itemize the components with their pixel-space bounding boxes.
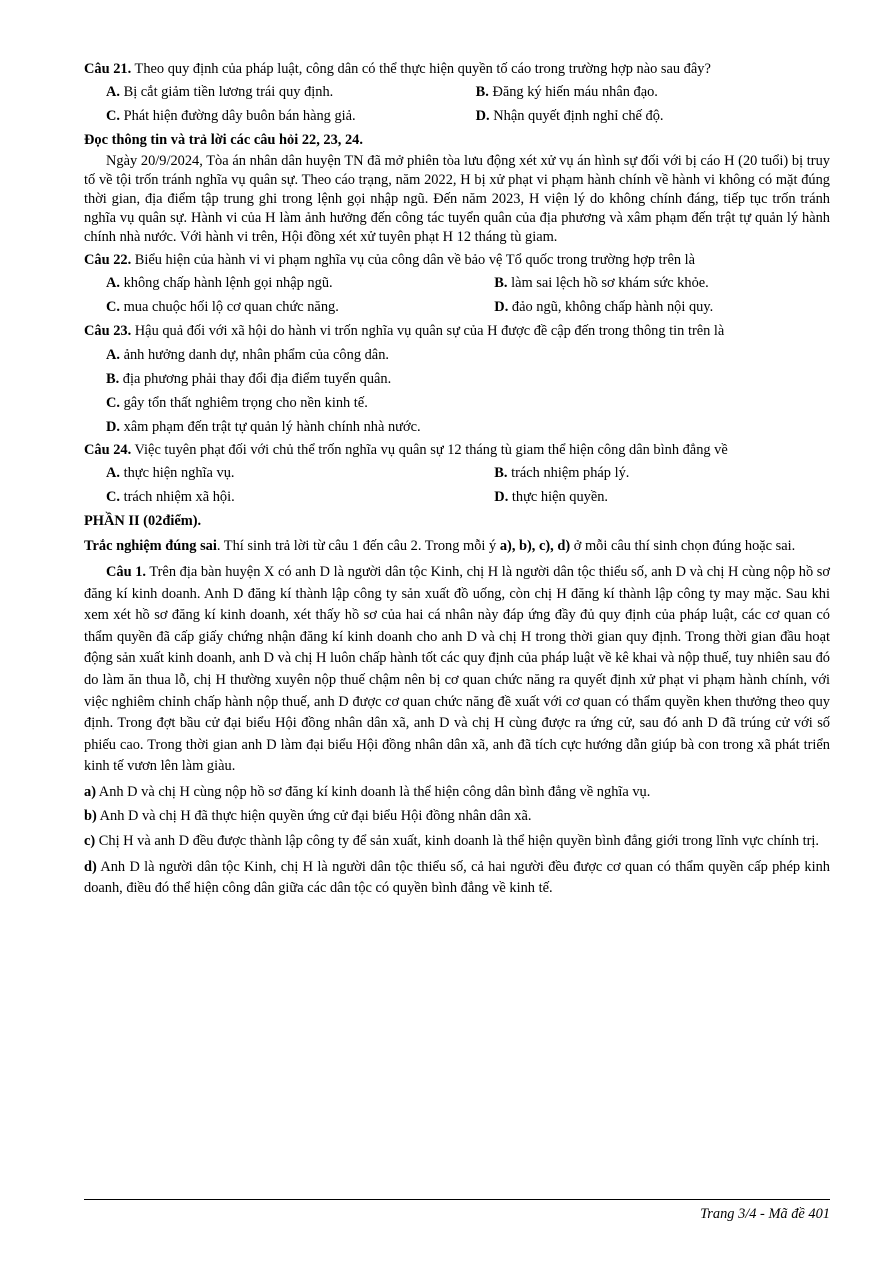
page-footer: Trang 3/4 - Mã đề 401 [700,1206,830,1222]
part-2-instructions: Trắc nghiệm đúng sai. Thí sinh trả lời từ câu 1 đến câu 2. Trong mỗi ý a), b), c), d) ở mỗi câu thí sinh chọn đúng hoặc sai. [84,538,796,554]
q21-option-b[interactable]: B. Đăng ký hiến máu nhân đạo. [475,84,658,100]
question-23: Câu 23. Hậu quả đối với xã hội do hành vi trốn nghĩa vụ quân sự của H được đề cập đến trong thông tin trên là [84,323,725,339]
question-22-options [84,274,830,322]
q24-option-a[interactable]: A. thực hiện nghĩa vụ. [106,465,235,481]
tf-statement-c[interactable]: c) Chị H và anh D đều được thành lập công ty để sản xuất, kinh doanh là thể hiện quyền bình đẳng giới trong lĩnh vực chính trị. [84,832,820,849]
footer-divider [84,1199,830,1200]
question-24: Câu 24. Việc tuyên phạt đối với chủ thể trốn nghĩa vụ quân sự 12 tháng tù giam thể hiện công dân bình đẳng về [84,442,728,458]
q23-option-a[interactable]: A. ảnh hưởng danh dự, nhân phẩm của công dân. [106,347,389,363]
question-21 [84,60,830,79]
question-21-label: Câu 21. [84,61,132,77]
q22-option-c[interactable]: C. mua chuộc hối lộ cơ quan chức năng. [106,299,339,315]
q22-option-d[interactable]: D. đảo ngũ, không chấp hành nội quy. [494,299,714,315]
q24-option-c[interactable]: C. trách nhiệm xã hội. [106,489,235,505]
q22-option-b[interactable]: B. làm sai lệch hồ sơ khám sức khỏe. [494,275,709,291]
passage-heading: Đọc thông tin và trả lời các câu hỏi 22, 23, 24. [84,132,363,148]
q21-option-d[interactable]: D. Nhận quyết định nghỉ chế độ. [475,108,664,124]
q23-option-b[interactable]: B. địa phương phải thay đổi địa điểm tuyển quân. [106,371,392,387]
tf-statement-a[interactable]: a) Anh D và chị H cùng nộp hồ sơ đăng kí kinh doanh là thể hiện công dân bình đẳng về nghĩa vụ. [84,783,651,800]
question-21-options [84,83,830,131]
q21-option-a[interactable]: A. Bị cắt giảm tiền lương trái quy định. [106,84,334,100]
tf-question-1: Câu 1. Trên địa bàn huyện X có anh D là người dân tộc Kinh, chị H là người dân tộc thiểu số, anh D và chị H cùng nộp hồ sơ đăng kí kinh doanh. Anh D đăng kí thành lập công ty sản xuất đồ uống, còn chị H đăng kí thành lập công ty may mặc. Sau khi xem xét hồ sơ đăng kí kinh doanh, xét thấy hồ sơ của hai cá nhân này đáp ứng đầy đủ quy định của pháp luật, các cơ quan có thẩm quyền đã cấp giấy chứng nhận đăng kí kinh doanh cho anh D và chị H trong thời gian quy định. Trong thời gian đầu hoạt động sản xuất kinh doanh, anh D và chị H luôn chấp hành tốt các quy định của pháp luật về kê khai và nộp thuế, tuy nhiên sau đó do làm ăn thua lỗ, chị H thường xuyên nộp thuế chậm nên bị cơ quan chức năng ra quyết định xử phạt vi phạm hành chính, với việc nghiêm chỉnh chấp hành nộp thuế, anh D được cơ quan chức năng đề xuất với cơ quan có thẩm quyền khen thưởng theo quy định. Trong đợt bầu cử đại biểu Hội đồng nhân dân xã, anh D và chị H cùng được ra ứng cử, sau đó anh D đã trúng cử với số phiếu cao. Trong thời gian anh D làm đại biểu Hội đồng nhân dân xã, anh đã tích cực hướng dẫn giúp bà con trong xã phát triển kinh tế vươn lên làm giàu. [84,564,830,775]
q21-option-c[interactable]: C. Phát hiện đường dây buôn bán hàng giả. [106,108,356,124]
q23-option-d[interactable]: D. xâm phạm đến trật tự quản lý hành chính nhà nước. [106,419,421,435]
question-24-options [84,464,830,512]
q24-option-d[interactable]: D. thực hiện quyền. [494,489,609,505]
exam-page [84,60,830,899]
tf-statement-d[interactable]: d) Anh D là người dân tộc Kinh, chị H là người dân tộc thiểu số, cả hai người đều được cơ quan có thẩm quyền cấp phép kinh doanh, điều đó thể hiện công dân giữa các dân tộc có quyền bình đẳng về kinh tế. [84,858,830,896]
passage-text: Ngày 20/9/2024, Tòa án nhân dân huyện TN đã mở phiên tòa lưu động xét xử vụ án hình sự đối với bị cáo H (20 tuổi) bị truy tố về tội trốn tránh nghĩa vụ quân sự. Theo cáo trạng, năm 2022, H bị xử phạt vi phạm hành chính về hành vi không có mặt đúng thời gian, địa điểm tập trung ghi trong lệnh gọi nhập ngũ. Đến năm 2023, H viện lý do không chính đáng, tiếp tục trốn tránh nghĩa vụ quân sự. Hành vi của H làm ảnh hưởng đến công tác tuyển quân của địa phương và xâm phạm đến trật tự quản lý hành chính nhà nước. Với hành vi trên, Hội đồng xét xử tuyên phạt H 12 tháng tù giam. [84,153,830,245]
part-2-title: PHẦN II (02điểm). [84,513,202,529]
tf-statement-b[interactable]: b) Anh D và chị H đã thực hiện quyền ứng cử đại biểu Hội đồng nhân dân xã. [84,807,532,824]
q24-option-b[interactable]: B. trách nhiệm pháp lý. [494,465,630,481]
question-22: Câu 22. Biểu hiện của hành vi vi phạm nghĩa vụ của công dân về bảo vệ Tổ quốc trong trường hợp trên là [84,252,696,268]
question-23-options [84,346,830,437]
q22-option-a[interactable]: A. không chấp hành lệnh gọi nhập ngũ. [106,275,333,291]
q23-option-c[interactable]: C. gây tổn thất nghiêm trọng cho nền kinh tế. [106,395,368,411]
question-21-text: Theo quy định của pháp luật, công dân có thể thực hiện quyền tố cáo trong trường hợp nào sau đây? [131,61,711,77]
